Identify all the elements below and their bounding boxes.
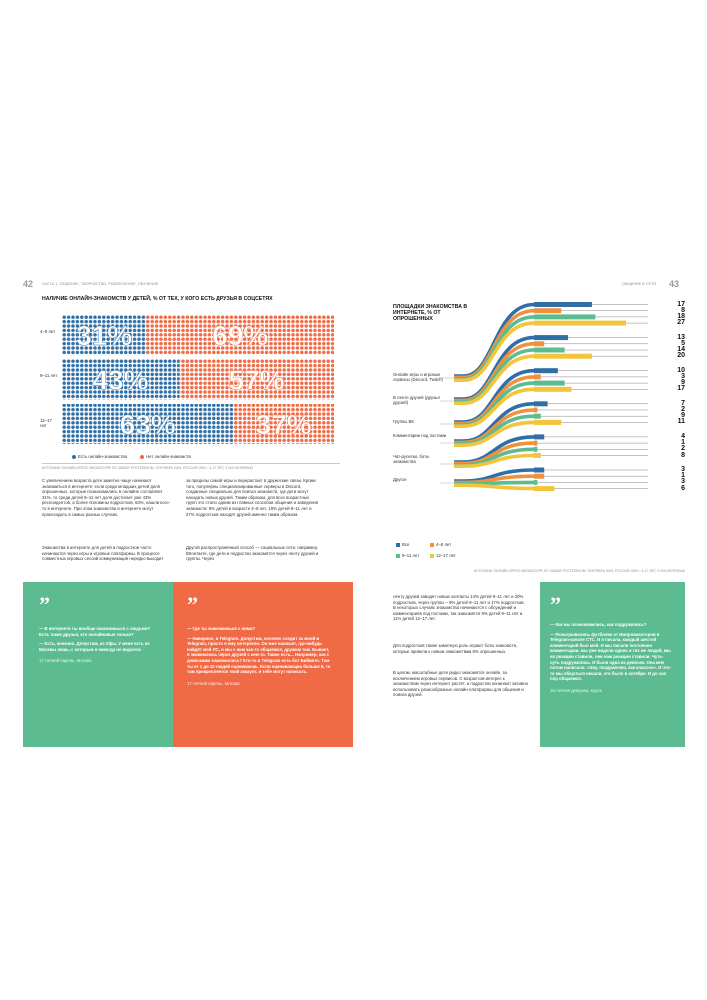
- legend-9-11-swatch: [396, 554, 400, 558]
- bar-value: 9: [681, 379, 685, 387]
- right-chart-title: ПЛОЩАДКИ ЗНАКОМСТВА В ИНТЕРНЕТЕ, % ОТ ОПРОШЕННЫХ: [393, 304, 468, 323]
- right-text-p2: Для подростков также заметную роль играют боты знакомств, которые привели к новым знакомствам 8% опрошенных.: [393, 643, 518, 654]
- legend-yes-label: Есть онлайн-знакомства: [78, 454, 127, 459]
- quote-3-question: — Как вы познакомились, как подружились?: [550, 622, 647, 627]
- legend-4-8: [430, 542, 451, 547]
- right-text-p1: ленту друзей заводят новые контакты 14% детей 9–11 лет и 20% подростков, через группы – 9% детей 9–11 лет и 17% подростков. В некоторых случаях знакомства начинаются с обсуждений и комментариев под постами, так знакомятся 9% детей 9–11 лет и 11% детей 12–17 лет.: [393, 594, 525, 622]
- dot-label-no: 57%: [228, 364, 285, 396]
- bar-value: 1: [681, 472, 685, 480]
- bar: [534, 321, 626, 326]
- quote-3-answer: — Разыгрывались футболки от Импровизаторов в Telegram-канале СТС. И я писала, каждый шестой комментарий был мой. И мы писали постоянно комментарии, мы уже видели одних и тех же людей, мы их реакции ставили, они нам реакции ставили. Чуть-чуть подружились. И были одна из девочек. Она мне потом написала: «Эву, поздравляю, как классно». И что-то мы общаться начали, это было в октябре. И до сих пор общаемся.: [550, 631, 672, 682]
- label-vk-groups: Группы ВК: [393, 419, 414, 424]
- bar: [534, 341, 544, 346]
- legend-9-11: [396, 553, 419, 558]
- right-page-number: 43: [669, 279, 680, 289]
- bar: [534, 480, 537, 485]
- left-text-col2-p1: за пределы самой игры и перерастает в дружеские связи. Кроме того, популярны специализированные серверы в Discord, созданные специально для поиска знакомств, где дети могут находить новых друзей. Таким образом, для всех возрастных групп это стало одним из главных способов общения и заведения знакомств: 8% детей в возрасте 4–8 лет, 18% детей 9–11 лет и 27% подростков находят друзей именно таким образом.: [186, 478, 319, 517]
- legend-4-8-swatch: [430, 543, 434, 547]
- bar: [534, 314, 595, 319]
- legend-no-label: Нет онлайн-знакомств: [146, 454, 191, 459]
- quote-3-text: [550, 622, 672, 698]
- bar: [534, 414, 541, 419]
- bar: [534, 302, 592, 307]
- legend-all-swatch: [396, 543, 400, 547]
- age-label-9-11: 9–11 лет: [40, 373, 58, 378]
- quote-2-answer: — Наверное, в Telegram. Допустим, человек следит за мной в Telegram, просто я ему интересен. Он мне напишет, где-нибудь найдёт мой ЛС, и мы с ним как-то общаемся, дружим там. Бывает, я знакомлюсь через друзей с кем-то. Также есть... Например, как с девочками знакомились? Кто-то в Telegram есть бот Бибинто. Там ты от 1 до 10 людей оцениваешь. Если оценивающих больше 6, то там прикрепляется твой аккаунт, и тебе могут написать.: [187, 635, 331, 675]
- bar: [534, 354, 592, 359]
- age-label-4-8: 4–8 лет: [40, 329, 56, 334]
- left-chart-source: ИСТОЧНИК: ОНЛАЙН-ОПРОС MEDIASCOPE ПО ЗАКАЗУ РОСТЕЛЕКОМ, СЕНТЯБРЬ 2024, РОССИЯ 100К+, 4–17 ЛЕТ, 3 033 ИНТЕРВЬЮ: [42, 466, 254, 470]
- bar: [534, 441, 537, 446]
- right-text-p3: В целом, масштабные дети редко знакомятся онлайн, за исключением игровых сервисов. С возрастом интерес к знакомствам через интернет растёт, и подростки начинают активно использовать разнообразные онлайн-платформы для общения и поиска друзей.: [393, 670, 528, 698]
- bar-value: 4: [681, 432, 685, 440]
- left-text-col2-p2: Другой распространённый способ — социальные сети, например, ВКонтакте, где дети и подростки знакомятся через ленту друзей и группы. Через: [186, 545, 319, 562]
- dot-label-no: 69%: [212, 320, 269, 351]
- quote-1-answer: — Есть, конечно. Допустим, из Уфы. У меня есть из Москвы лишь, с которым я никогда не виделся.: [39, 641, 150, 652]
- legend-yes-swatch: [72, 455, 76, 459]
- bar-value: 9: [681, 412, 685, 420]
- quote-2-text: [187, 626, 332, 690]
- bar: [534, 308, 561, 313]
- bar: [534, 368, 558, 373]
- dot-label-yes: 63%: [119, 409, 176, 440]
- age-label-12-17: 12–17 лет: [40, 418, 52, 429]
- bar-value: 2: [681, 406, 685, 413]
- bar: [534, 486, 554, 491]
- label-other: Другое: [393, 477, 407, 482]
- right-chart-source: ИСТОЧНИК: ОНЛАЙН-ОПРОС MEDIASCOPE ПО ЗАКАЗУ РОСТЕЛЕКОМ, СЕНТЯБРЬ 2024, РОССИЯ 100К+, 4–17 ЛЕТ, 3 033 ИНТЕРВЬЮ: [473, 569, 685, 573]
- left-chart-title: НАЛИЧИЕ ОНЛАЙН-ЗНАКОМСТВ У ДЕТЕЙ, % ОТ ТЕХ, У КОГО ЕСТЬ ДРУЗЬЯ В СОЦСЕТЯХ: [42, 296, 273, 302]
- quote-mark-icon: ”: [550, 592, 561, 617]
- left-text-col1-p1: С увеличением возраста дети заметно чаще начинают знакомиться в интернете: если среди младших детей доля опрошенных, которые познакомились в онлайне составляет 31%, то среди детей 9–11 лет доля достигает уже 43% респондентов, а более половины подростков, 63%, нашли кого-то в интернете. При этом знакомства в интернете могут происходить в самых разных случаях.: [42, 478, 170, 517]
- bar: [534, 387, 571, 392]
- bar-value: 3: [681, 466, 685, 473]
- label-games: Онлайн игры и игровые сервисы (Discord, Twitch): [393, 372, 443, 382]
- bar-value: 14: [677, 346, 685, 353]
- quote-1-question: — В интернете ты вообще знакомишься с людьми? Есть такие друзья, кто онлайновые только?: [39, 626, 151, 637]
- bar-value: 17: [677, 300, 685, 308]
- platforms-chart: [440, 298, 655, 548]
- bar: [534, 335, 568, 340]
- quote-box-2: [173, 582, 353, 747]
- bar-value: 8: [681, 451, 685, 459]
- bar: [534, 408, 537, 413]
- legend-12-17: [430, 553, 456, 558]
- bar: [534, 474, 544, 479]
- bar: [534, 420, 561, 425]
- label-friends-feed: В ленте друзей (друзья друзей): [393, 395, 440, 405]
- bar: [534, 453, 541, 458]
- bar-value: 20: [677, 352, 685, 360]
- bar-value: 2: [681, 445, 685, 453]
- quote-2-signature: 17-летний парень, Москва: [187, 680, 240, 686]
- label-chat-roulette: Чат-рулетки, боты знакомства: [393, 454, 430, 464]
- quote-mark-icon: ”: [187, 592, 198, 617]
- label-comments: Комментарии под постами: [393, 433, 447, 438]
- bar: [534, 434, 544, 439]
- dot-matrix-chart: [62, 315, 337, 450]
- dot-label-no: 37%: [255, 409, 312, 440]
- quote-box-1: [23, 582, 173, 747]
- quote-3-signature: 15-летняя девушка, Курск: [550, 687, 602, 693]
- legend-all-label: Все: [402, 542, 410, 547]
- bar-value: 6: [681, 484, 685, 492]
- bar-value: 11: [677, 418, 685, 426]
- left-divider: [42, 463, 340, 464]
- bar-value: 1: [681, 439, 685, 447]
- value-labels: [655, 298, 685, 548]
- left-text-col1-p2: Знакомства в интернете для детей и подростков часто начинаются через игры и игровые платформы. В процессе совместных игровых сессий коммуникация нередко выходит: [42, 545, 164, 562]
- quote-box-3: [540, 582, 685, 747]
- right-running-title: ОБЩЕНИЕ В СЕТИ: [622, 282, 657, 286]
- quote-1-signature: 17-летний парень, Москва: [39, 658, 92, 664]
- bar: [534, 374, 541, 379]
- legend-all: [396, 542, 409, 547]
- dot-label-yes: 31%: [76, 320, 133, 351]
- left-page-number: 42: [23, 279, 34, 289]
- flow-line: [454, 485, 534, 488]
- bar: [534, 401, 548, 406]
- bar-value: 27: [677, 319, 685, 327]
- bar: [534, 468, 544, 473]
- bar: [534, 381, 565, 386]
- bar-value: 17: [677, 385, 685, 393]
- legend-no: [140, 454, 191, 459]
- legend-4-8-label: 4–8 лет: [436, 542, 452, 547]
- quote-2-question: — Где ты знакомишься с ними?: [187, 626, 256, 631]
- bar: [534, 348, 565, 353]
- bar-value: 8: [681, 306, 685, 314]
- bar-value: 3: [681, 372, 685, 380]
- bar-value: 3: [681, 478, 685, 486]
- legend-no-swatch: [140, 455, 144, 459]
- legend-12-17-label: 12–17 лет: [436, 553, 456, 558]
- quote-1-text: [39, 626, 159, 668]
- quote-mark-icon: ”: [39, 592, 50, 617]
- bar-value: 5: [681, 339, 685, 347]
- left-running-title: ЧАСТЬ 1. ОБЩЕНИЕ, ТВОРЧЕСТВО, РАЗВЛЕЧЕНИЕ, ОБУЧЕНИЕ: [42, 282, 159, 286]
- bar-value: 10: [677, 366, 685, 374]
- bar-value: 18: [677, 312, 685, 320]
- legend-9-11-label: 9–11 лет: [402, 553, 420, 558]
- bar-value: 7: [681, 399, 685, 407]
- dot-label-yes: 43%: [92, 364, 149, 396]
- bar-value: 13: [677, 333, 685, 341]
- legend-yes: [72, 454, 127, 459]
- legend-12-17-swatch: [430, 554, 434, 558]
- bar: [534, 447, 537, 452]
